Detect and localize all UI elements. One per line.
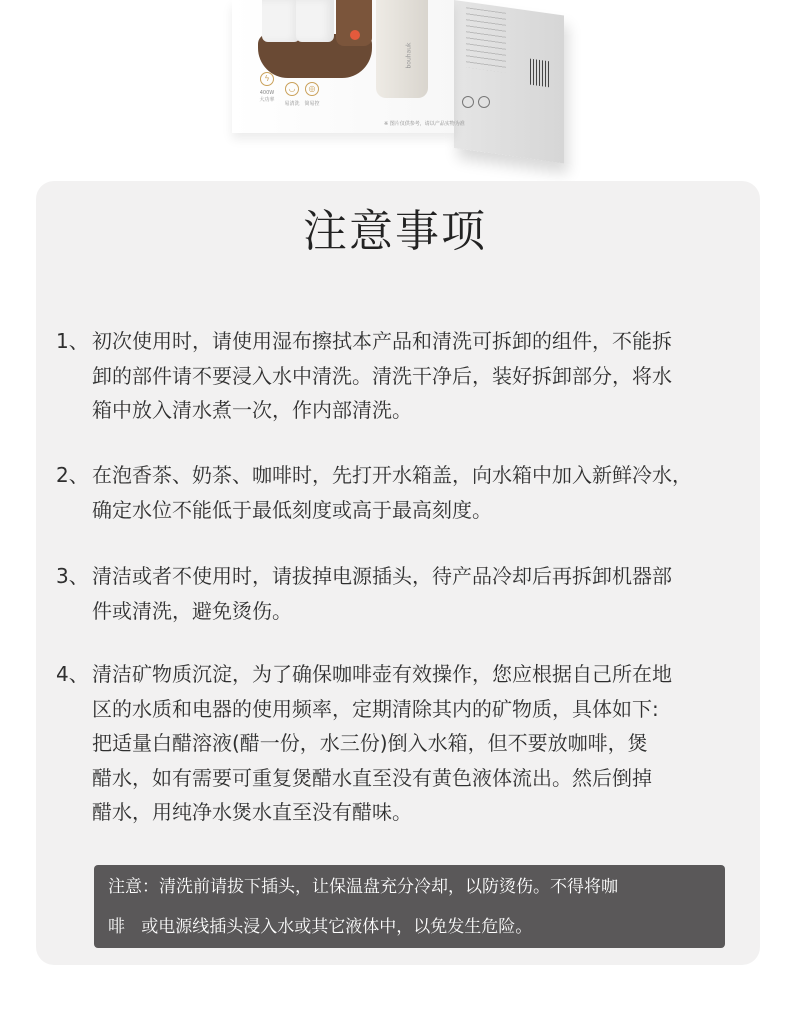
item-line: 初次使用时，请使用湿布擦拭本产品和清洗可拆卸的组件，不能拆 xyxy=(92,329,672,353)
warning-line-2: 啡 或电源线插头浸入水或其它液体中，以免发生危险。 xyxy=(108,917,533,937)
power-light xyxy=(350,30,360,40)
notice-item-3 xyxy=(56,559,736,628)
item-line: 区的水质和电器的使用频率，定期清除其内的矿物质，具体如下: xyxy=(92,696,659,721)
warning-line-1: 注意：清洗前请拔下插头，让保温盘充分冷却，以防烫伤。不得将咖 xyxy=(108,877,618,897)
item-line: 卸的部件请不要浸入水中清洗。清洗干净后，装好拆卸部分，将水 xyxy=(92,363,672,388)
feature-control-label: 简易控 xyxy=(304,101,320,107)
item-number: 3、 xyxy=(56,564,89,588)
item-line: 醋水，用纯净水煲水直至没有醋味。 xyxy=(92,800,412,824)
feature-power-value: 400W xyxy=(259,90,275,96)
item-line: 在泡香茶、奶茶、咖啡时，先打开水箱盖，向水箱中加入新鲜冷水， xyxy=(92,463,692,487)
package-footnote: ※ 图片仅供参考，请以产品实物为准 xyxy=(384,121,465,127)
cert-mark-icon xyxy=(462,96,474,108)
item-line: 箱中放入清水煮一次，作内部清洗。 xyxy=(92,398,412,422)
warning-note xyxy=(94,865,725,948)
feature-clean-label: 易清洗 xyxy=(284,101,300,107)
item-line: 醋水，如有需要可重复煲醋水直至没有黄色液体流出。然后倒掉 xyxy=(92,765,652,790)
page-title: 注意事项 xyxy=(303,206,487,257)
ccc-mark-icon xyxy=(478,96,490,108)
item-line: 件或清洗，避免烫伤。 xyxy=(92,598,292,623)
item-number: 1、 xyxy=(56,329,89,353)
item-number: 2、 xyxy=(56,463,89,487)
tumbler-logo-text: bouhauk xyxy=(405,42,413,69)
mug-left xyxy=(262,0,300,42)
barcode xyxy=(530,59,550,88)
notice-item-4 xyxy=(56,657,736,830)
item-line: 清洁或者不使用时，请拔掉电源插头，待产品冷却后再拆卸机器部 xyxy=(92,564,672,588)
notice-item-1 xyxy=(56,324,736,428)
lightning-icon: ϟ xyxy=(260,72,274,86)
item-line: 确定水位不能低于最低刻度或高于最高刻度。 xyxy=(92,497,492,522)
product-photo xyxy=(0,0,790,160)
feature-power xyxy=(254,72,280,103)
feature-power-label: 大功率 xyxy=(259,97,275,103)
item-line: 清洁矿物质沉淀，为了确保咖啡壶有效操作，您应根据自己所在地 xyxy=(92,662,672,686)
feature-control xyxy=(299,82,325,107)
tumbler xyxy=(376,0,428,98)
control-icon: ◎ xyxy=(305,82,319,96)
item-number: 4、 xyxy=(56,662,89,686)
clean-icon: ◡ xyxy=(285,82,299,96)
item-line: 把适量白醋溶液(醋一份，水三份)倒入水箱，但不要放咖啡，煲 xyxy=(92,731,648,755)
mug-right xyxy=(296,0,334,42)
package-text-lines xyxy=(466,7,506,73)
notice-item-2 xyxy=(56,458,736,527)
